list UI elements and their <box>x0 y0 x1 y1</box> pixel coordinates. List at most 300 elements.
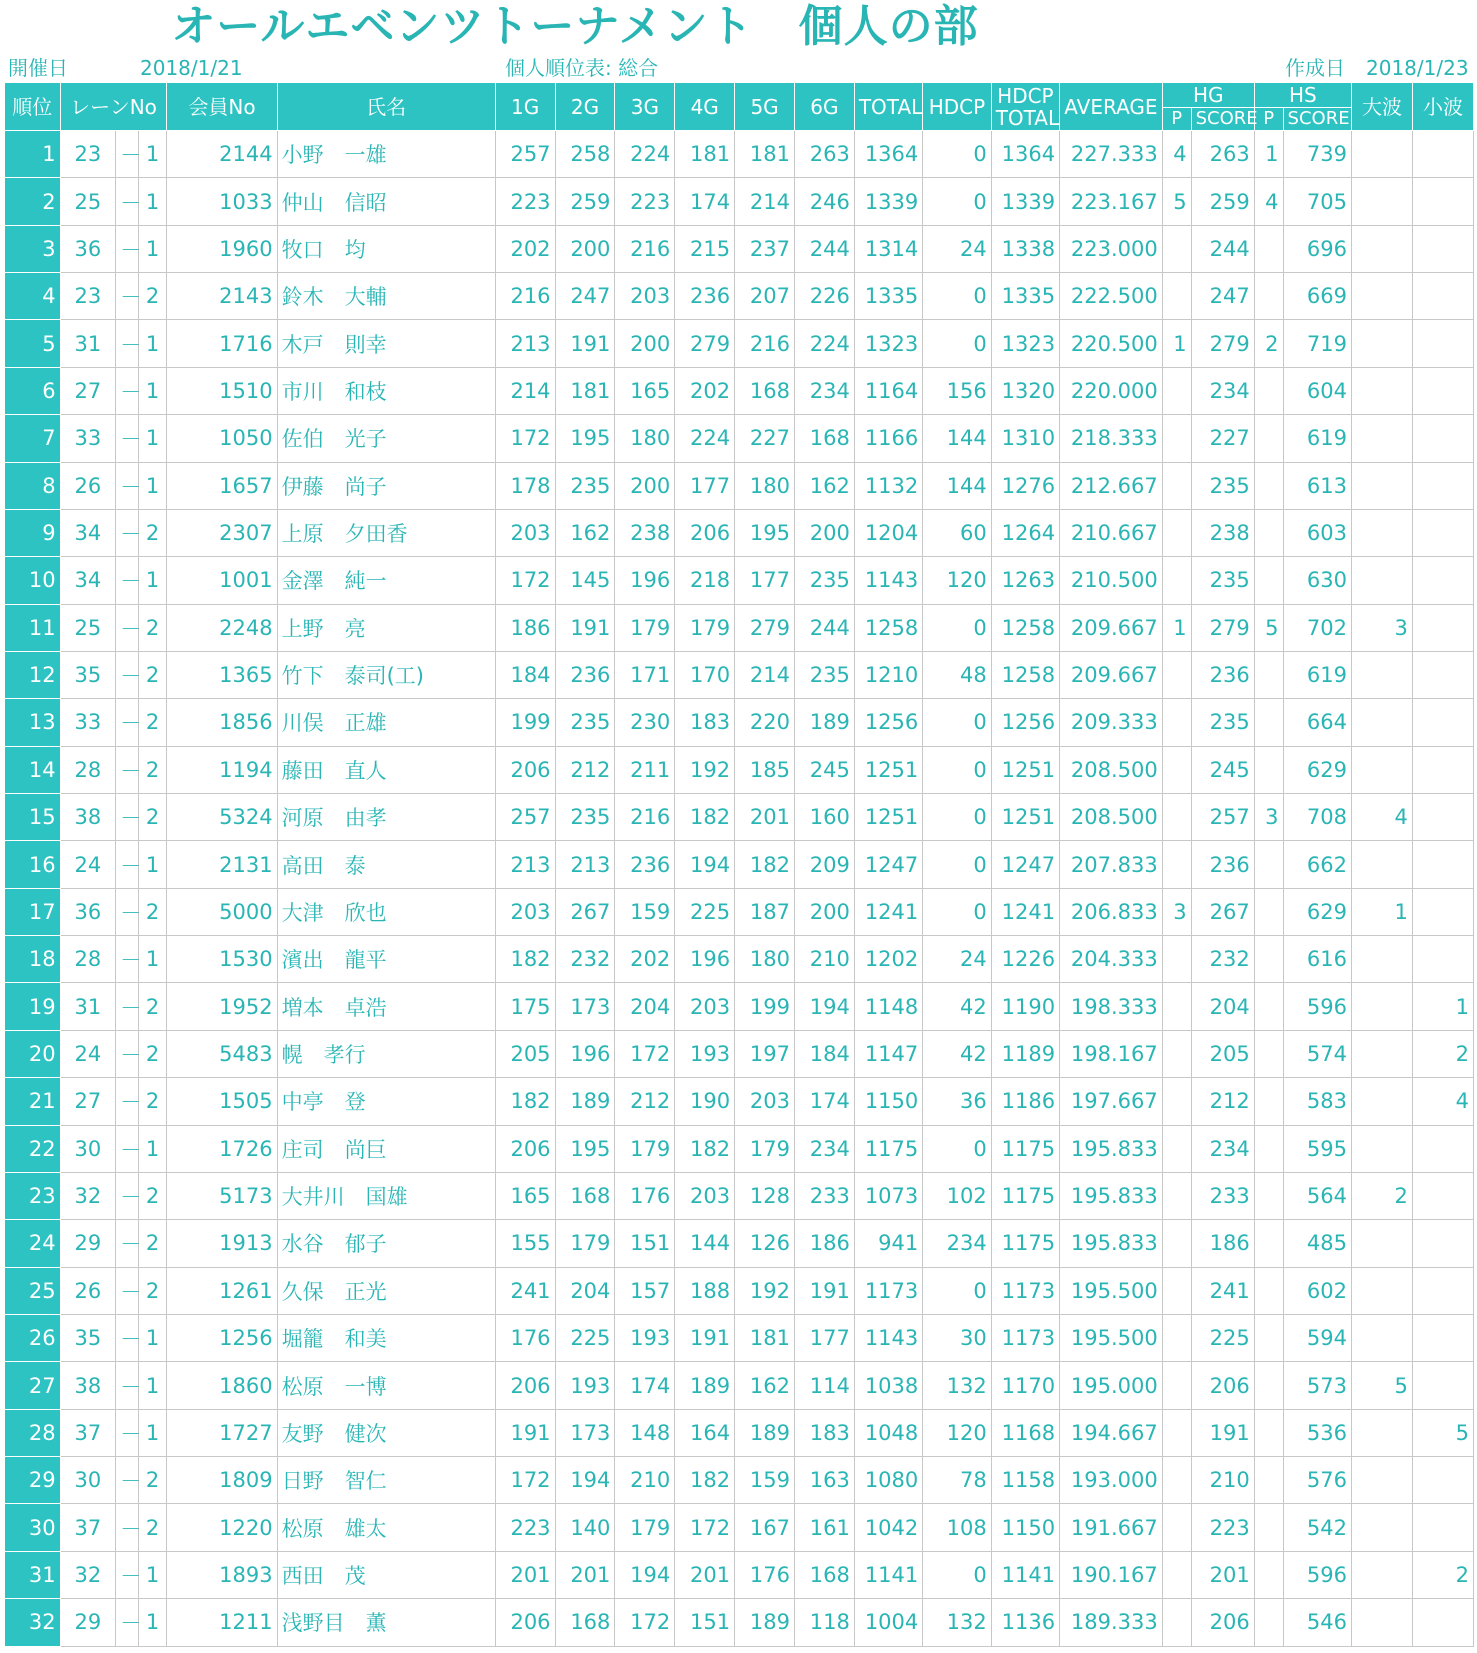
lane-cell: 32 <box>60 1172 116 1219</box>
hg-score-cell: 235 <box>1191 699 1254 746</box>
event-date-label: 開催日 <box>8 56 68 80</box>
hg-p-cell <box>1162 1267 1191 1314</box>
member-no-cell: 1913 <box>167 1220 277 1267</box>
game-4-cell: 191 <box>675 1314 735 1361</box>
average-cell: 195.500 <box>1060 1267 1163 1314</box>
name-cell: 高田 泰 <box>277 841 495 888</box>
member-no-cell: 1220 <box>167 1504 277 1551</box>
game-1-cell: 172 <box>495 557 555 604</box>
game-3-cell: 174 <box>615 1362 675 1409</box>
member-no-cell: 2144 <box>167 131 277 178</box>
hs-p-cell <box>1254 225 1283 272</box>
game-1-cell: 184 <box>495 651 555 698</box>
game-5-cell: 168 <box>735 367 795 414</box>
big-wave-cell <box>1351 651 1412 698</box>
name-cell: 増本 卓浩 <box>277 983 495 1030</box>
game-4-cell: 279 <box>675 320 735 367</box>
game-6-cell: 235 <box>794 557 854 604</box>
small-wave-cell: 5 <box>1412 1409 1473 1456</box>
hg-p-cell <box>1162 1457 1191 1504</box>
lane-dash: － <box>116 1078 138 1125</box>
lane-sub-cell: 1 <box>138 320 167 367</box>
total-cell: 1166 <box>854 415 922 462</box>
game-5-cell: 214 <box>735 651 795 698</box>
rank-cell: 32 <box>5 1599 61 1646</box>
small-wave-cell <box>1412 509 1473 556</box>
hs-score-cell: 696 <box>1283 225 1351 272</box>
hdcp-cell: 144 <box>923 462 991 509</box>
total-cell: 1204 <box>854 509 922 556</box>
game-6-cell: 186 <box>794 1220 854 1267</box>
lane-dash: － <box>116 178 138 225</box>
lane-dash: － <box>116 1267 138 1314</box>
table-row <box>5 1267 1474 1314</box>
hs-score-cell: 616 <box>1283 936 1351 983</box>
hg-score-cell: 205 <box>1191 1030 1254 1077</box>
hg-p-cell <box>1162 557 1191 604</box>
game-6-cell: 234 <box>794 367 854 414</box>
lane-cell: 33 <box>60 699 116 746</box>
member-no-cell: 2307 <box>167 509 277 556</box>
member-no-cell: 1726 <box>167 1125 277 1172</box>
hdcp-total-cell: 1247 <box>991 841 1059 888</box>
game-4-cell: 194 <box>675 841 735 888</box>
hg-score-cell: 201 <box>1191 1551 1254 1598</box>
table-row <box>5 1457 1474 1504</box>
name-cell: 中亭 登 <box>277 1078 495 1125</box>
big-wave-cell <box>1351 1409 1412 1456</box>
lane-cell: 25 <box>60 178 116 225</box>
hdcp-total-cell: 1158 <box>991 1457 1059 1504</box>
hs-score-cell: 576 <box>1283 1457 1351 1504</box>
hs-score-cell: 546 <box>1283 1599 1351 1646</box>
rank-cell: 29 <box>5 1457 61 1504</box>
hs-score-cell: 596 <box>1283 1551 1351 1598</box>
hs-p-cell <box>1254 273 1283 320</box>
member-no-cell: 1893 <box>167 1551 277 1598</box>
lane-sub-cell: 2 <box>138 699 167 746</box>
hs-p-cell <box>1254 557 1283 604</box>
game-4-cell: 151 <box>675 1599 735 1646</box>
member-no-cell: 1716 <box>167 320 277 367</box>
game-3-cell: 151 <box>615 1220 675 1267</box>
hg-p-cell <box>1162 699 1191 746</box>
game-3-cell: 200 <box>615 462 675 509</box>
ranking-table-body <box>5 131 1474 1647</box>
small-wave-cell: 1 <box>1412 983 1473 1030</box>
game-1-cell: 257 <box>495 131 555 178</box>
game-6-cell: 210 <box>794 936 854 983</box>
header-average: AVERAGE <box>1060 83 1163 131</box>
game-1-cell: 203 <box>495 509 555 556</box>
name-cell: 松原 雄太 <box>277 1504 495 1551</box>
game-6-cell: 174 <box>794 1078 854 1125</box>
header-total: TOTAL <box>854 83 922 131</box>
hdcp-total-cell: 1173 <box>991 1314 1059 1361</box>
game-4-cell: 215 <box>675 225 735 272</box>
small-wave-cell <box>1412 1172 1473 1219</box>
game-3-cell: 176 <box>615 1172 675 1219</box>
lane-cell: 35 <box>60 651 116 698</box>
hdcp-cell: 0 <box>923 1267 991 1314</box>
game-2-cell: 236 <box>555 651 615 698</box>
hg-score-cell: 244 <box>1191 225 1254 272</box>
game-4-cell: 182 <box>675 794 735 841</box>
header-big-wave: 大波 <box>1351 83 1412 131</box>
lane-sub-cell: 1 <box>138 462 167 509</box>
hg-score-cell: 212 <box>1191 1078 1254 1125</box>
hg-score-cell: 225 <box>1191 1314 1254 1361</box>
table-row <box>5 1125 1474 1172</box>
game-2-cell: 168 <box>555 1599 615 1646</box>
hg-p-cell: 4 <box>1162 131 1191 178</box>
game-1-cell: 176 <box>495 1314 555 1361</box>
lane-cell: 27 <box>60 367 116 414</box>
game-2-cell: 232 <box>555 936 615 983</box>
game-3-cell: 236 <box>615 841 675 888</box>
member-no-cell: 1856 <box>167 699 277 746</box>
lane-sub-cell: 1 <box>138 1125 167 1172</box>
hdcp-cell: 0 <box>923 746 991 793</box>
created-date-label: 作成日 <box>1285 56 1345 80</box>
lane-cell: 26 <box>60 1267 116 1314</box>
game-4-cell: 201 <box>675 1551 735 1598</box>
name-cell: 大津 欣也 <box>277 888 495 935</box>
lane-cell: 38 <box>60 1362 116 1409</box>
game-6-cell: 161 <box>794 1504 854 1551</box>
header-hs-score: SCORE <box>1283 108 1351 131</box>
hs-score-cell: 485 <box>1283 1220 1351 1267</box>
hg-score-cell: 267 <box>1191 888 1254 935</box>
game-3-cell: 224 <box>615 131 675 178</box>
game-1-cell: 175 <box>495 983 555 1030</box>
hdcp-total-cell: 1310 <box>991 415 1059 462</box>
member-no-cell: 1050 <box>167 415 277 462</box>
average-cell: 197.667 <box>1060 1078 1163 1125</box>
table-row <box>5 1172 1474 1219</box>
game-3-cell: 210 <box>615 1457 675 1504</box>
hdcp-total-cell: 1263 <box>991 557 1059 604</box>
small-wave-cell <box>1412 888 1473 935</box>
table-row <box>5 1362 1474 1409</box>
big-wave-cell: 2 <box>1351 1172 1412 1219</box>
hdcp-cell: 24 <box>923 225 991 272</box>
lane-dash: － <box>116 794 138 841</box>
game-6-cell: 246 <box>794 178 854 225</box>
small-wave-cell <box>1412 746 1473 793</box>
rank-cell: 13 <box>5 699 61 746</box>
hdcp-cell: 0 <box>923 320 991 367</box>
small-wave-cell <box>1412 1362 1473 1409</box>
hdcp-cell: 144 <box>923 415 991 462</box>
name-cell: 金澤 純一 <box>277 557 495 604</box>
hg-score-cell: 234 <box>1191 367 1254 414</box>
total-cell: 1148 <box>854 983 922 1030</box>
hs-score-cell: 542 <box>1283 1504 1351 1551</box>
game-4-cell: 170 <box>675 651 735 698</box>
game-4-cell: 179 <box>675 604 735 651</box>
game-5-cell: 220 <box>735 699 795 746</box>
hg-p-cell <box>1162 367 1191 414</box>
lane-cell: 31 <box>60 983 116 1030</box>
hg-score-cell: 235 <box>1191 557 1254 604</box>
hdcp-total-cell: 1136 <box>991 1599 1059 1646</box>
hs-p-cell <box>1254 841 1283 888</box>
game-2-cell: 195 <box>555 415 615 462</box>
game-2-cell: 191 <box>555 604 615 651</box>
hg-score-cell: 235 <box>1191 462 1254 509</box>
rank-cell: 12 <box>5 651 61 698</box>
member-no-cell: 1960 <box>167 225 277 272</box>
lane-sub-cell: 1 <box>138 1551 167 1598</box>
table-row <box>5 462 1474 509</box>
rank-cell: 3 <box>5 225 61 272</box>
hg-p-cell <box>1162 794 1191 841</box>
total-cell: 1038 <box>854 1362 922 1409</box>
game-1-cell: 202 <box>495 225 555 272</box>
hs-p-cell <box>1254 367 1283 414</box>
table-row <box>5 509 1474 556</box>
hs-score-cell: 595 <box>1283 1125 1351 1172</box>
average-cell: 198.333 <box>1060 983 1163 1030</box>
hdcp-total-cell: 1364 <box>991 131 1059 178</box>
game-1-cell: 257 <box>495 794 555 841</box>
hdcp-total-cell: 1226 <box>991 936 1059 983</box>
small-wave-cell <box>1412 462 1473 509</box>
hdcp-cell: 36 <box>923 1078 991 1125</box>
big-wave-cell <box>1351 1314 1412 1361</box>
lane-sub-cell: 1 <box>138 1314 167 1361</box>
total-cell: 1247 <box>854 841 922 888</box>
average-cell: 195.833 <box>1060 1220 1163 1267</box>
hs-p-cell <box>1254 1504 1283 1551</box>
hg-score-cell: 245 <box>1191 746 1254 793</box>
header-game-4: 4G <box>675 83 735 131</box>
game-2-cell: 225 <box>555 1314 615 1361</box>
rank-cell: 24 <box>5 1220 61 1267</box>
lane-cell: 32 <box>60 1551 116 1598</box>
hs-score-cell: 596 <box>1283 983 1351 1030</box>
hs-p-cell <box>1254 415 1283 462</box>
lane-dash: － <box>116 509 138 556</box>
hdcp-cell: 102 <box>923 1172 991 1219</box>
hg-p-cell: 3 <box>1162 888 1191 935</box>
lane-cell: 37 <box>60 1504 116 1551</box>
game-5-cell: 201 <box>735 794 795 841</box>
hg-score-cell: 206 <box>1191 1362 1254 1409</box>
table-row <box>5 794 1474 841</box>
member-no-cell: 5000 <box>167 888 277 935</box>
average-cell: 189.333 <box>1060 1599 1163 1646</box>
hg-score-cell: 241 <box>1191 1267 1254 1314</box>
hg-score-cell: 247 <box>1191 273 1254 320</box>
hs-score-cell: 604 <box>1283 367 1351 414</box>
small-wave-cell <box>1412 415 1473 462</box>
rank-cell: 9 <box>5 509 61 556</box>
hdcp-cell: 48 <box>923 651 991 698</box>
game-5-cell: 180 <box>735 462 795 509</box>
lane-sub-cell: 2 <box>138 1172 167 1219</box>
game-2-cell: 189 <box>555 1078 615 1125</box>
event-date: 2018/1/21 <box>140 56 243 80</box>
hs-p-cell <box>1254 1362 1283 1409</box>
total-cell: 1251 <box>854 746 922 793</box>
table-row <box>5 936 1474 983</box>
game-6-cell: 168 <box>794 415 854 462</box>
game-1-cell: 206 <box>495 746 555 793</box>
table-row <box>5 225 1474 272</box>
hg-score-cell: 186 <box>1191 1220 1254 1267</box>
game-4-cell: 144 <box>675 1220 735 1267</box>
total-cell: 1256 <box>854 699 922 746</box>
average-cell: 195.833 <box>1060 1125 1163 1172</box>
lane-dash: － <box>116 1172 138 1219</box>
header-hg: HG <box>1162 83 1254 108</box>
average-cell: 227.333 <box>1060 131 1163 178</box>
game-5-cell: 199 <box>735 983 795 1030</box>
game-6-cell: 226 <box>794 273 854 320</box>
lane-sub-cell: 2 <box>138 273 167 320</box>
game-5-cell: 126 <box>735 1220 795 1267</box>
hdcp-cell: 78 <box>923 1457 991 1504</box>
member-no-cell: 1365 <box>167 651 277 698</box>
hdcp-cell: 0 <box>923 1125 991 1172</box>
lane-sub-cell: 2 <box>138 1457 167 1504</box>
hdcp-total-cell: 1335 <box>991 273 1059 320</box>
lane-sub-cell: 1 <box>138 1599 167 1646</box>
hg-score-cell: 263 <box>1191 131 1254 178</box>
game-4-cell: 196 <box>675 936 735 983</box>
game-2-cell: 201 <box>555 1551 615 1598</box>
game-6-cell: 183 <box>794 1409 854 1456</box>
name-cell: 浅野目 薫 <box>277 1599 495 1646</box>
hg-p-cell <box>1162 509 1191 556</box>
hs-p-cell: 1 <box>1254 131 1283 178</box>
rank-cell: 16 <box>5 841 61 888</box>
average-cell: 209.333 <box>1060 699 1163 746</box>
lane-cell: 26 <box>60 462 116 509</box>
lane-dash: － <box>116 1220 138 1267</box>
name-cell: 小野 一雄 <box>277 131 495 178</box>
game-6-cell: 189 <box>794 699 854 746</box>
member-no-cell: 2143 <box>167 273 277 320</box>
game-4-cell: 190 <box>675 1078 735 1125</box>
lane-dash: － <box>116 320 138 367</box>
game-5-cell: 179 <box>735 1125 795 1172</box>
table-row <box>5 178 1474 225</box>
table-row <box>5 888 1474 935</box>
game-1-cell: 201 <box>495 1551 555 1598</box>
rank-cell: 19 <box>5 983 61 1030</box>
member-no-cell: 2131 <box>167 841 277 888</box>
game-5-cell: 159 <box>735 1457 795 1504</box>
game-2-cell: 194 <box>555 1457 615 1504</box>
lane-dash: － <box>116 415 138 462</box>
game-1-cell: 182 <box>495 936 555 983</box>
total-cell: 1335 <box>854 273 922 320</box>
hg-p-cell <box>1162 273 1191 320</box>
big-wave-cell <box>1351 273 1412 320</box>
hg-p-cell <box>1162 1551 1191 1598</box>
small-wave-cell <box>1412 1504 1473 1551</box>
hg-score-cell: 233 <box>1191 1172 1254 1219</box>
member-no-cell: 1952 <box>167 983 277 1030</box>
total-cell: 1210 <box>854 651 922 698</box>
average-cell: 207.833 <box>1060 841 1163 888</box>
game-4-cell: 164 <box>675 1409 735 1456</box>
game-1-cell: 223 <box>495 1504 555 1551</box>
game-3-cell: 204 <box>615 983 675 1030</box>
lane-dash: － <box>116 604 138 651</box>
game-2-cell: 267 <box>555 888 615 935</box>
hs-p-cell: 2 <box>1254 320 1283 367</box>
hg-p-cell <box>1162 1599 1191 1646</box>
small-wave-cell <box>1412 273 1473 320</box>
small-wave-cell: 2 <box>1412 1030 1473 1077</box>
game-5-cell: 189 <box>735 1409 795 1456</box>
table-row <box>5 1220 1474 1267</box>
lane-dash: － <box>116 841 138 888</box>
table-row <box>5 1314 1474 1361</box>
average-cell: 218.333 <box>1060 415 1163 462</box>
big-wave-cell <box>1351 509 1412 556</box>
hg-score-cell: 234 <box>1191 1125 1254 1172</box>
game-2-cell: 140 <box>555 1504 615 1551</box>
game-5-cell: 181 <box>735 1314 795 1361</box>
lane-cell: 34 <box>60 509 116 556</box>
hs-p-cell <box>1254 746 1283 793</box>
header-game-2: 2G <box>555 83 615 131</box>
hdcp-cell: 120 <box>923 1409 991 1456</box>
big-wave-cell <box>1351 841 1412 888</box>
game-6-cell: 233 <box>794 1172 854 1219</box>
lane-cell: 30 <box>60 1125 116 1172</box>
game-5-cell: 195 <box>735 509 795 556</box>
total-cell: 1143 <box>854 1314 922 1361</box>
game-3-cell: 212 <box>615 1078 675 1125</box>
big-wave-cell <box>1351 1267 1412 1314</box>
hs-score-cell: 574 <box>1283 1030 1351 1077</box>
lane-cell: 23 <box>60 273 116 320</box>
lane-sub-cell: 1 <box>138 178 167 225</box>
lane-sub-cell: 2 <box>138 509 167 556</box>
table-row <box>5 651 1474 698</box>
total-cell: 1364 <box>854 131 922 178</box>
small-wave-cell <box>1412 1314 1473 1361</box>
game-1-cell: 205 <box>495 1030 555 1077</box>
lane-cell: 27 <box>60 1078 116 1125</box>
name-cell: 堀籠 和美 <box>277 1314 495 1361</box>
game-1-cell: 241 <box>495 1267 555 1314</box>
name-cell: 友野 健次 <box>277 1409 495 1456</box>
hs-p-cell <box>1254 1030 1283 1077</box>
small-wave-cell <box>1412 841 1473 888</box>
rank-cell: 30 <box>5 1504 61 1551</box>
report-subtitle: 個人順位表: 総合 <box>505 56 659 80</box>
table-row <box>5 1599 1474 1646</box>
game-5-cell: 128 <box>735 1172 795 1219</box>
hg-p-cell <box>1162 415 1191 462</box>
game-3-cell: 216 <box>615 794 675 841</box>
total-cell: 1048 <box>854 1409 922 1456</box>
lane-cell: 24 <box>60 1030 116 1077</box>
hs-p-cell <box>1254 1599 1283 1646</box>
game-5-cell: 192 <box>735 1267 795 1314</box>
rank-cell: 18 <box>5 936 61 983</box>
lane-dash: － <box>116 746 138 793</box>
hg-p-cell <box>1162 651 1191 698</box>
total-cell: 1042 <box>854 1504 922 1551</box>
